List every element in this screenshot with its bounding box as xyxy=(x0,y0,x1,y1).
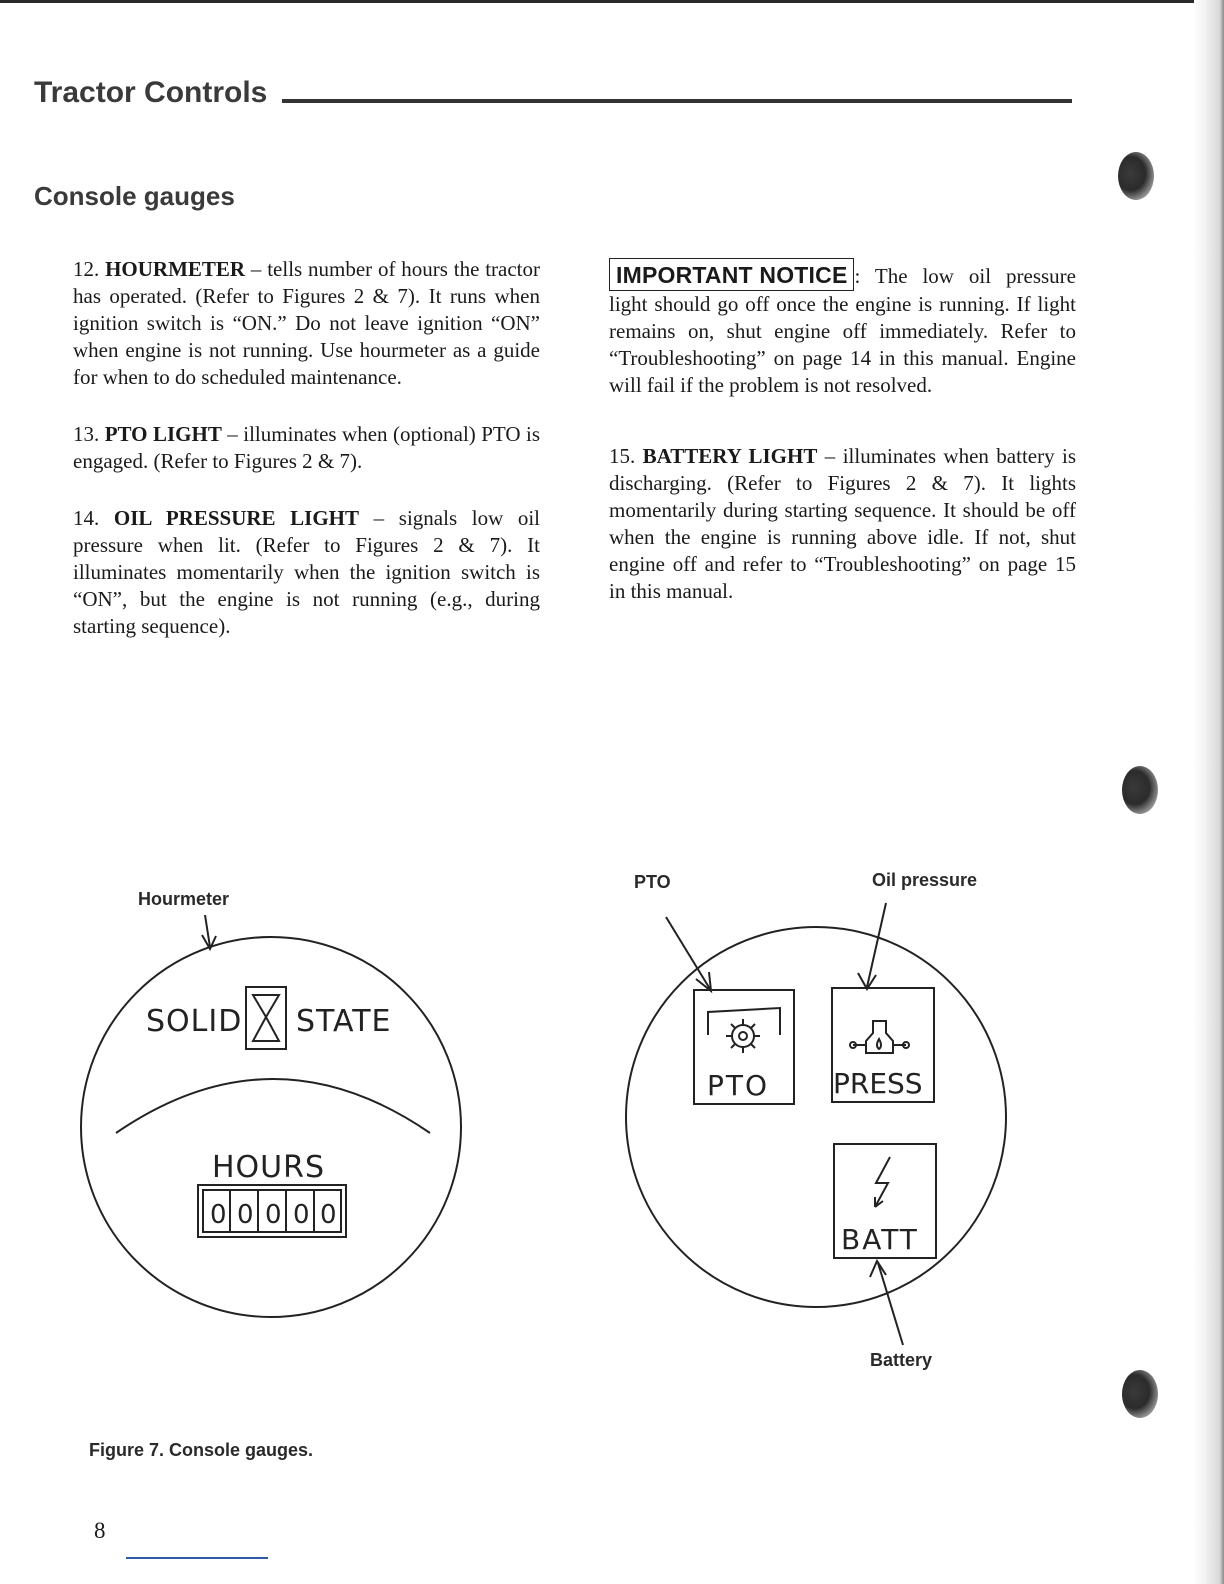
item-hourmeter: 12. HOURMETER – tells number of hours the tractor has operated. (Refer to Figures 2 & 7). It runs when ignition switch is “ON.” Do not leave ignition “ON” when engine is not running. Use hourmeter as a guide for when to do scheduled maintenance. xyxy=(73,257,541,389)
item-pto-light: 13. PTO LIGHT – illuminates when (optional) PTO is engaged. (Refer to Figures 2 & 7). xyxy=(73,422,541,473)
oil-can-icon xyxy=(850,1021,909,1053)
top-border-rule xyxy=(0,0,1224,3)
item-text: illuminates when battery is discharging. (Refer to Figures 2 & 7). It lights momentarily during starting sequence. It should be off when the engine is running above idle. If not, shut engine off and refer to “Troubleshooting” on page 15 in this manual. xyxy=(609,444,1077,603)
press-light-label: PRESS xyxy=(833,1067,923,1100)
title-underline xyxy=(282,99,1072,103)
item-term: OIL PRESSURE LIGHT xyxy=(113,506,360,530)
gauge-brand-left: SOLID xyxy=(146,1004,243,1039)
binder-hole-middle xyxy=(1122,766,1158,814)
item-number: 12. xyxy=(73,257,100,281)
battery-callout-arrow xyxy=(870,1261,886,1277)
gauge-brand-right: STATE xyxy=(296,1004,392,1039)
figure-caption: Figure 7. Console gauges. xyxy=(89,1440,314,1460)
binder-hole-bottom xyxy=(1122,1370,1158,1418)
warning-gauge-face xyxy=(626,927,1006,1307)
odometer-digit: 0 xyxy=(320,1200,337,1230)
item-number: 15. xyxy=(609,444,636,468)
oil-callout-line xyxy=(867,903,886,987)
important-notice-label: IMPORTANT NOTICE xyxy=(609,258,854,291)
item-text: signals low oil pressure when lit. (Refer to Figures 2 & 7). It illuminates momentarily when the ignition switch is “ON”, but the engine is not running (e.g., during starting sequence). xyxy=(73,506,541,638)
bottom-link-rule xyxy=(126,1557,268,1559)
hourmeter-callout: Hourmeter xyxy=(138,889,230,909)
item-number: 14. xyxy=(73,506,100,530)
hours-label: HOURS xyxy=(212,1150,326,1185)
odometer-digit: 0 xyxy=(210,1200,227,1230)
hourmeter-gauge-diagram xyxy=(60,905,490,1335)
subsection-title: Console gauges xyxy=(34,181,235,211)
lightning-bolt-icon xyxy=(875,1157,890,1207)
page-binding-edge xyxy=(1194,0,1224,1584)
pto-gear-icon xyxy=(726,1019,760,1053)
section-title: Tractor Controls xyxy=(34,76,268,109)
pto-callout-line xyxy=(666,917,710,989)
pto-callout-arrow xyxy=(696,972,711,991)
item-text: tells number of hours the tractor has operated. (Refer to Figures 2 & 7). It runs when ignition switch is “ON.” Do not leave ignition “ON” when engine is not running. Use hourmeter as a guide for when to do scheduled maintenance. xyxy=(73,257,541,389)
pto-light-label: PTO xyxy=(707,1069,770,1102)
odometer-digit: 0 xyxy=(265,1200,282,1230)
oil-pressure-callout: Oil pressure xyxy=(872,870,978,890)
item-term: PTO LIGHT xyxy=(104,422,222,446)
page-number: 8 xyxy=(94,1518,106,1543)
hourglass-icon xyxy=(253,995,279,1041)
item-number: 13. xyxy=(73,422,100,446)
item-oil-pressure-light: 14. OIL PRESSURE LIGHT – signals low oil pressure when lit. (Refer to Figures 2 & 7). It illuminates momentarily when the ignition switch is “ON”, but the engine is not running (e.g., during starting sequence). xyxy=(73,506,541,638)
important-notice-text: The low oil pressure light should go off once the engine is running. If light remains on, shut engine off immediately. Refer to “Troubleshooting” on page 14 in this manual. Engine will fail if the problem is not resolved. xyxy=(609,264,1076,397)
item-term: BATTERY LIGHT xyxy=(642,444,818,468)
gauge-arc xyxy=(116,1079,430,1133)
item-battery-light: 15. BATTERY LIGHT – illuminates when battery is discharging. (Refer to Figures 2 & 7). It lights momentarily during starting sequence. It should be off when the engine is running above idle. If not, shut engine off and refer to “Troubleshooting” on page 15 in this manual. xyxy=(609,444,1077,603)
right-column xyxy=(609,258,1076,627)
item-term: HOURMETER xyxy=(105,257,246,281)
pto-callout: PTO xyxy=(634,872,671,892)
battery-callout-line xyxy=(878,1263,903,1345)
binder-hole-top xyxy=(1118,152,1154,200)
batt-light-label: BATT xyxy=(841,1223,919,1256)
odometer-digit: 0 xyxy=(237,1200,254,1230)
battery-callout: Battery xyxy=(870,1350,933,1370)
warning-lights-gauge-diagram xyxy=(610,895,1030,1355)
odometer-digit: 0 xyxy=(293,1200,310,1230)
item-text: illuminates when (optional) PTO is engaged. (Refer to Figures 2 & 7). xyxy=(73,422,541,473)
important-notice: IMPORTANT NOTICE : The low oil pressure light should go off once the engine is running. If light remains on, shut engine off immediately. Refer to “Troubleshooting” on page 14 in this manual. Engine will fail if the problem is not resolved. xyxy=(609,258,1076,399)
left-column xyxy=(73,256,540,662)
